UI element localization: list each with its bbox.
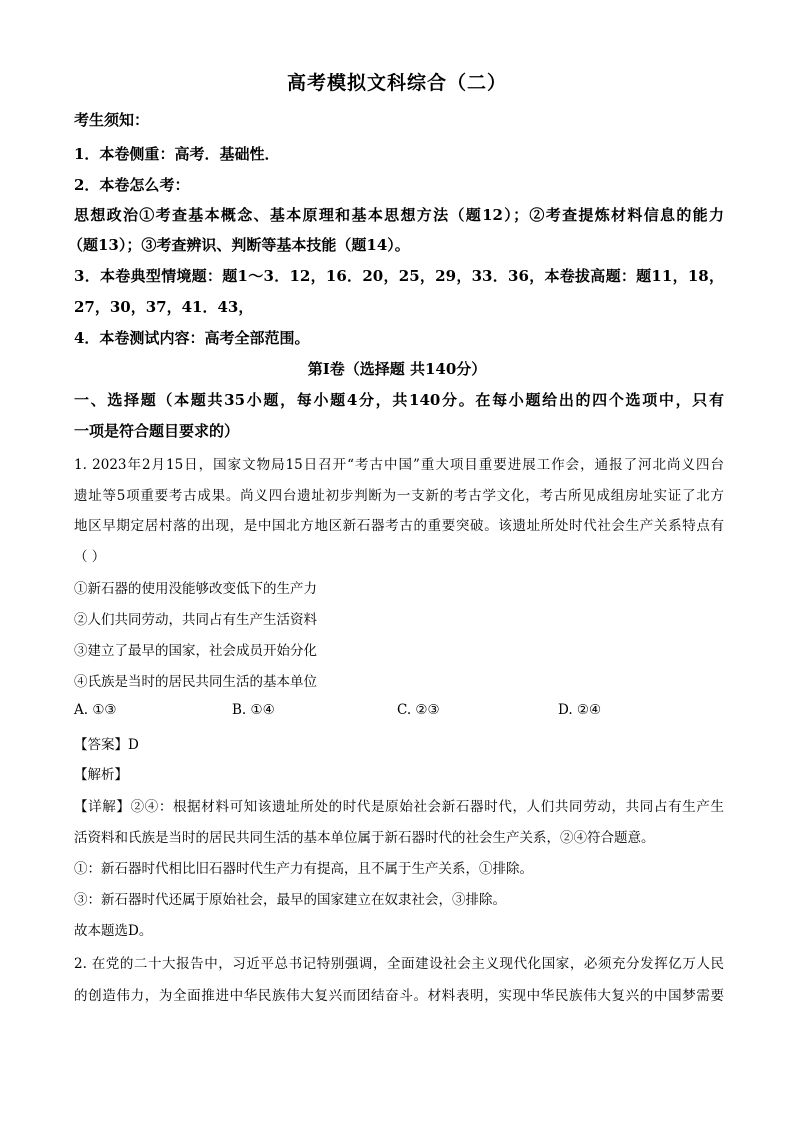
q2-stem-line-2: 的创造伟力，为全面推进中华民族伟大复兴而团结奋斗。材料表明，实现中华民族伟大复兴的中国梦需要 bbox=[74, 988, 724, 1004]
section-instructions-line-1: 一、选择题（本题共35小题，每小题4分，共140分。在每小题给出的四个选项中，只有 bbox=[74, 391, 724, 409]
q1-detail-line-4: ③：新石器时代还属于原始社会，最早的国家建立在奴隶社会，③排除。 bbox=[74, 892, 506, 908]
notice-item-2-line-1: 思想政治①考查基本概念、基本原理和基本思想方法（题12）；②考查提炼材料信息的能力 bbox=[74, 206, 724, 224]
part-heading: 第Ⅰ卷（选择题 共140分） bbox=[307, 360, 487, 378]
notice-item-2-line-2: （题13）；③考查辨识、判断等基本技能（题14）。 bbox=[68, 236, 410, 254]
notice-item-3-line-2: 27，30，37，41．43， bbox=[74, 298, 254, 316]
notice-item-1: 1．本卷侧重：高考．基础性． bbox=[74, 145, 280, 163]
q1-detail-line-3: ①：新石器时代相比旧石器时代生产力有提高，且不属于生产关系，①排除。 bbox=[74, 861, 533, 877]
q1-stem-line-3: 地区早期定居村落的出现，是中国北方地区新石器考古的重要突破。该遗址所处时代社会生产关系特点有 bbox=[74, 518, 724, 534]
q1-stem-line-2: 遗址等5项重要考古成果。尚义四台遗址初步判断为一支新的考古学文化，考古所见成组房址实证了北方 bbox=[74, 488, 724, 504]
q1-option-c: C. ②③ bbox=[397, 702, 440, 718]
q1-statement-1: ①新石器的使用没能够改变低下的生产力 bbox=[74, 581, 317, 597]
q1-option-d: D. ②④ bbox=[558, 702, 602, 718]
q1-statement-2: ②人们共同劳动，共同占有生产生活资料 bbox=[74, 612, 317, 628]
page-title: 高考模拟文科综合（二） bbox=[286, 72, 507, 94]
q1-stem-line-4: （ ） bbox=[74, 549, 106, 565]
q1-answer: 【答案】D bbox=[74, 737, 139, 753]
q1-analysis-label: 【解析】 bbox=[74, 767, 128, 783]
q1-statement-4: ④氏族是当时的居民共同生活的基本单位 bbox=[74, 674, 317, 690]
notice-item-2: 2．本卷怎么考： bbox=[74, 176, 190, 194]
q1-conclusion: 故本题选D。 bbox=[74, 923, 153, 939]
q1-stem-line-1: 1. 2023年2月15日，国家文物局15日召开“考古中国”重大项目重要进展工作会，通报了河北尚义四台 bbox=[74, 457, 724, 473]
notice-item-3-line-1: 3．本卷典型情境题：题1～3．12，16．20，25，29，33．36，本卷拔高题：题11，18， bbox=[74, 267, 724, 285]
section-instructions-line-2: 一项是符合题目要求的） bbox=[74, 422, 240, 440]
notice-item-4: 4．本卷测试内容：高考全部范围。 bbox=[74, 329, 310, 347]
q1-detail-line-2: 活资料和氏族是当时的居民共同生活的基本单位属于新石器时代的社会生产关系，②④符合题意。 bbox=[74, 830, 655, 846]
notice-heading: 考生须知： bbox=[74, 111, 150, 129]
q1-option-a: A. ①③ bbox=[74, 702, 117, 718]
q1-detail-line-1: 【详解】②④：根据材料可知该遗址所处的时代是原始社会新石器时代，人们共同劳动，共同占有生产生 bbox=[74, 799, 724, 815]
q2-stem-line-1: 2. 在党的二十大报告中，习近平总书记特别强调，全面建设社会主义现代化国家，必须充分发挥亿万人民 bbox=[74, 956, 724, 972]
q1-option-b: B. ①④ bbox=[232, 702, 275, 718]
q1-statement-3: ③建立了最早的国家，社会成员开始分化 bbox=[74, 643, 317, 659]
